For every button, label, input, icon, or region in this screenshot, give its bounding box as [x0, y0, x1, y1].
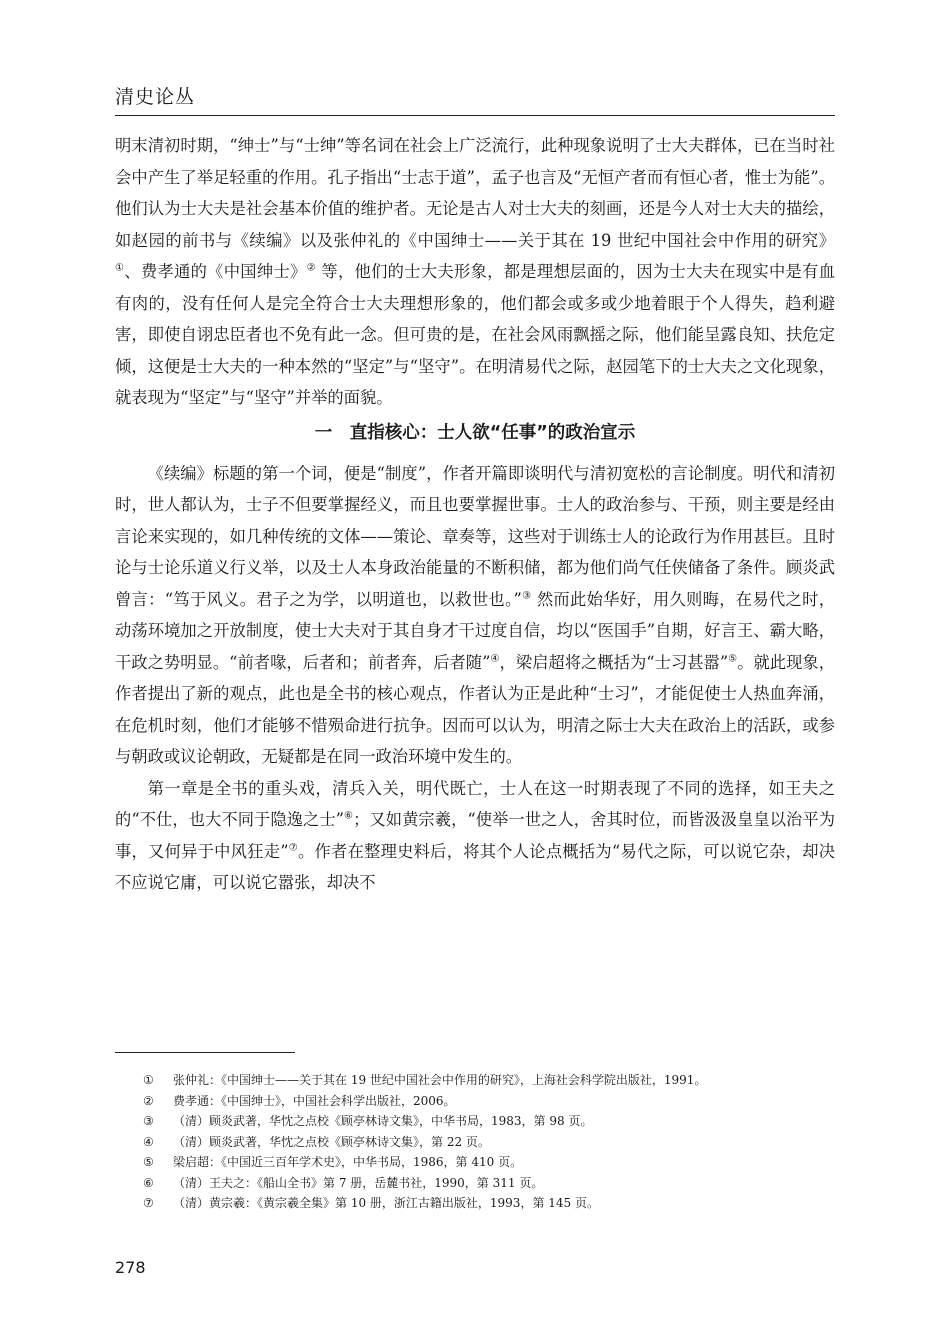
- footnote-text: 梁启超：《中国近三百年学术史》，中华书局，1986，第 410 页。: [173, 1155, 523, 1169]
- footnote-marker: ④: [143, 1134, 154, 1149]
- footnote-marker: ⑥: [143, 1175, 154, 1190]
- text-run: 。作者在整理史料后，将其个人论点概括为“易代之际，可以说它杂，却决不应说它庸，可以说它嚣张，却决不: [115, 841, 836, 892]
- footnote-marker: ②: [143, 1093, 154, 1108]
- footnote-text: （清）顾炎武著，华忱之点校《顾亭林诗文集》，中华书局，1983，第 98 页。: [173, 1114, 593, 1128]
- intro-paragraph: [115, 130, 835, 414]
- section-paragraph-1: [115, 458, 835, 773]
- text-run: 然而此始华好，用久则晦，在易代之时，动荡环境加之开放制度，使士大夫对于其自身才干过度自信，均以“医国手”自期，好言王、霸大略，干政之势明显。“前者喙，后者和；前者奔，后者随”: [115, 589, 835, 672]
- footnote-marker: ③: [143, 1114, 154, 1128]
- footnote-text: 费孝通：《中国绅士》，中国社会科学出版社，2006。: [173, 1093, 456, 1108]
- footnote-marker: ⑤: [143, 1155, 154, 1169]
- footnote-text: 张仲礼：《中国绅士——关于其在 19 世纪中国社会中作用的研究》，上海社会科学院出版社，1991。: [173, 1073, 707, 1087]
- text-run: 《续编》标题的第一个词，便是“制度”，作者开篇即谈明代与清初宽松的言论制度。明代和清初时，世人都认为，士子不但要掌握经义，而且也要掌握世事。士人的政治参与、干预，则主要是经由言论来实现的，如几种传统的文体——策论、章奏等，这些对于训练士人的论政行为作用甚巨。且时论与士论乐道义行义举，以及士人本身政治能量的不断积储，都为他们尚气任侠储备了条件。顾炎武曾言：“笃于风义。君子之为学，以明道也，以救世也。”: [115, 463, 835, 609]
- page-number: 278: [115, 1258, 146, 1277]
- text-run: 。就此现象，作者提出了新的观点，此也是全书的核心观点，作者认为正是此种“士习”，才能促使士人热血奔涌，在危机时刻，他们才能够不惜殒命进行抗争。因而可以认为，明清之际士大夫在政治上的活跃，或参与朝政或议论朝政，无疑都是在同一政治环境中发生的。: [115, 652, 836, 766]
- footnote-ref: ⑥: [344, 810, 354, 822]
- running-header: [115, 82, 835, 116]
- footnote-ref: ⑦: [288, 842, 298, 854]
- text-run: ，梁启超将之概括为“士习甚嚣”: [499, 652, 729, 672]
- text-run: 第一章是全书的重头戏，清兵入关，明代既亡，士人在这一时期表现了不同的选择，如王夫之的“不仕，也大不同于隐逸之士”: [115, 778, 835, 829]
- footnote-6: [143, 1173, 843, 1194]
- journal-title: 清史论丛: [115, 86, 196, 108]
- footnote-ref: ⑤: [728, 653, 738, 665]
- footnote-rule: [115, 1052, 295, 1053]
- footnote-marker: ⑦: [143, 1196, 154, 1210]
- footnote-2: [143, 1091, 843, 1112]
- footnote-3: [143, 1111, 843, 1132]
- footnote-ref: ③: [521, 590, 532, 602]
- footnote-7: [143, 1193, 843, 1214]
- footnote-1: [143, 1070, 843, 1091]
- footnote-5: [143, 1152, 843, 1173]
- footnote-text: （清）顾炎武著，华忱之点校《顾亭林诗文集》，第 22 页。: [173, 1134, 490, 1149]
- body-text: [115, 130, 835, 899]
- text-run: 明末清初时期，“绅士”与“士绅”等名词在社会上广泛流行，此种现象说明了士大夫群体，已在当时社会中产生了举足轻重的作用。孔子指出“士志于道”，孟子也言及“无恒产者而有恒心者，惟士为能”。他们认为士大夫是社会基本价值的维护者。无论是古人对士大夫的刻画，还是今人对士大夫的描绘，如赵园的前书与《续编》以及张仲礼的《中国绅士——关于其在 19 世纪中国社会中作用的研究》: [115, 136, 835, 250]
- footnote-ref: ②: [306, 262, 316, 274]
- footnote-marker: ①: [143, 1073, 154, 1087]
- section-paragraph-2: [115, 773, 835, 899]
- footnotes: [143, 1070, 843, 1214]
- footnote-ref: ④: [490, 653, 500, 665]
- text-run: 等，他们的士大夫形象，都是理想层面的，因为士大夫在现实中是有血有肉的，没有任何人是完全符合士大夫理想形象的，他们都会或多或少地着眼于个人得失，趋利避害，即使自诩忠臣者也不免有此一念。但可贵的是，在社会风雨飘摇之际，他们能呈露良知、扶危定倾，这便是士大夫的一种本然的“坚定”与“坚守”。在明清易代之际，赵园笔下的士大夫之文化现象，就表现为“坚定”与“坚守”并举的面貌。: [115, 262, 835, 407]
- footnote-text: （清）王夫之：《船山全书》第 7 册，岳麓书社，1990，第 311 页。: [173, 1175, 544, 1190]
- footnote-ref: ①: [115, 262, 125, 274]
- section-heading: 一 直指核心：士人欲“任事”的政治宣示: [314, 422, 636, 443]
- text-run: 、费孝通的《中国绅士》: [124, 262, 307, 281]
- text-run: ；又如黄宗羲，“使举一世之人，舍其时位，而皆汲汲皇皇以治平为事，又何异于中风狂走”: [115, 810, 836, 861]
- footnote-4: [143, 1132, 843, 1153]
- footnote-text: （清）黄宗羲：《黄宗羲全集》第 10 册，浙江古籍出版社，1993，第 145 页。: [173, 1196, 599, 1210]
